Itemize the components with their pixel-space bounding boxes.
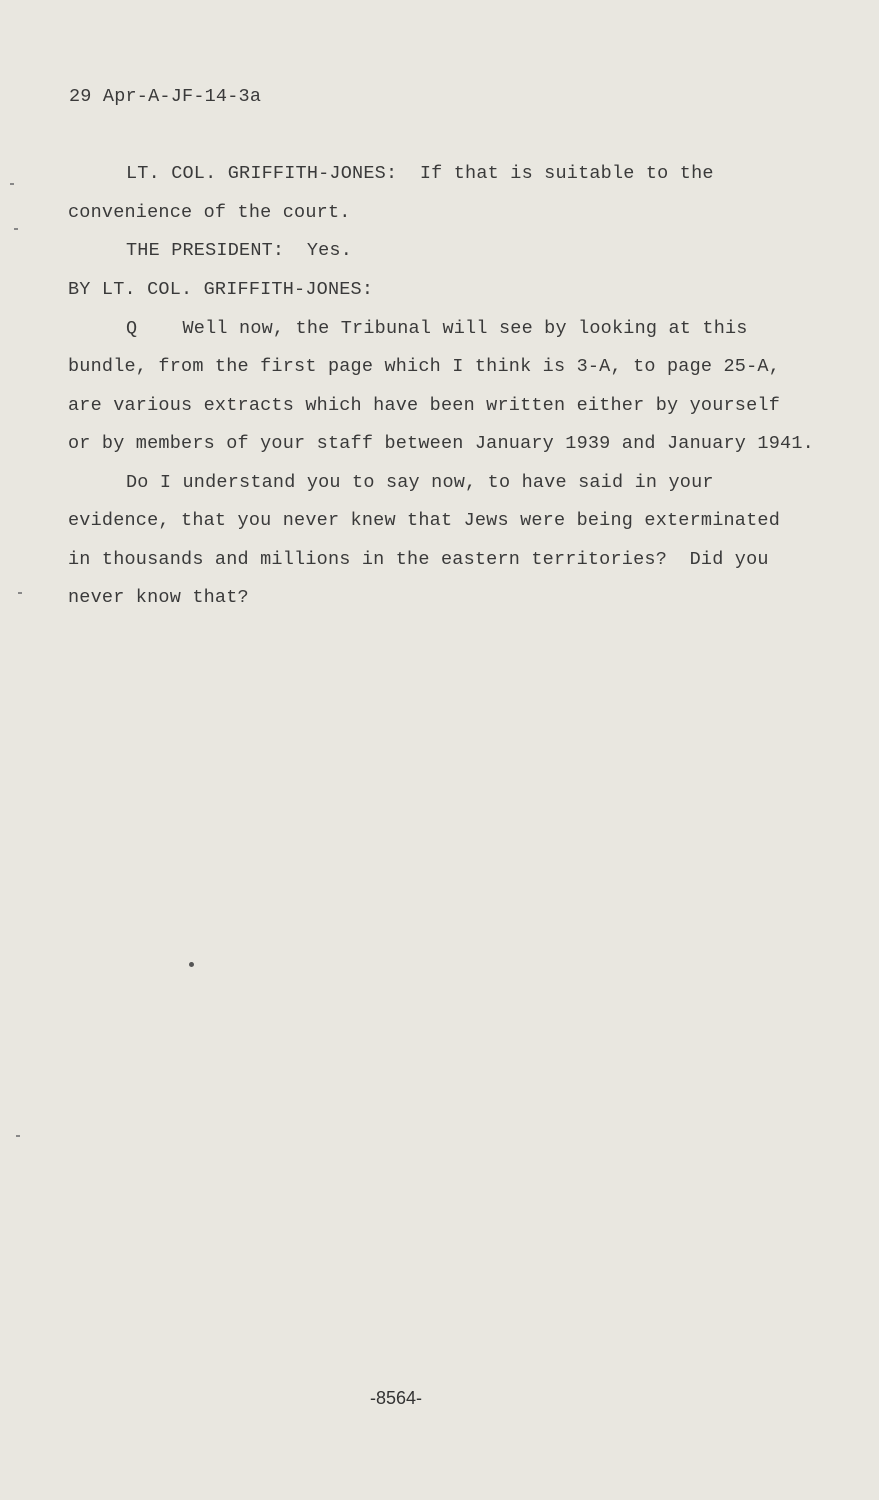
page-number: -8564- — [370, 1388, 423, 1408]
ink-speck — [189, 962, 194, 967]
transcript-line: THE PRESIDENT: Yes. — [126, 240, 353, 261]
transcript-line: bundle, from the first page which I think is 3-A, to page 25-A, — [68, 356, 781, 377]
transcript-line: Do I understand you to say now, to have said in your — [126, 472, 714, 493]
transcript-line: or by members of your staff between January 1939 and January 1941. — [68, 433, 814, 454]
transcript-line: LT. COL. GRIFFITH-JONES: If that is suitable to the — [126, 163, 714, 184]
margin-mark — [14, 228, 18, 230]
transcript-line: evidence, that you never knew that Jews were being exterminated — [68, 510, 781, 531]
transcript-line: BY LT. COL. GRIFFITH-JONES: — [68, 279, 374, 300]
document-header-code: 29 Apr-A-JF-14-3a — [69, 86, 262, 107]
transcript-line: in thousands and millions in the eastern territories? Did you — [68, 549, 769, 570]
margin-mark — [10, 183, 14, 185]
transcript-line: Q Well now, the Tribunal will see by looking at this — [126, 318, 748, 339]
margin-mark — [18, 592, 22, 594]
transcript-line: convenience of the court. — [68, 202, 351, 223]
margin-mark — [16, 1135, 20, 1137]
transcript-line: are various extracts which have been written either by yourself — [68, 395, 781, 416]
transcript-line: never know that? — [68, 587, 249, 608]
